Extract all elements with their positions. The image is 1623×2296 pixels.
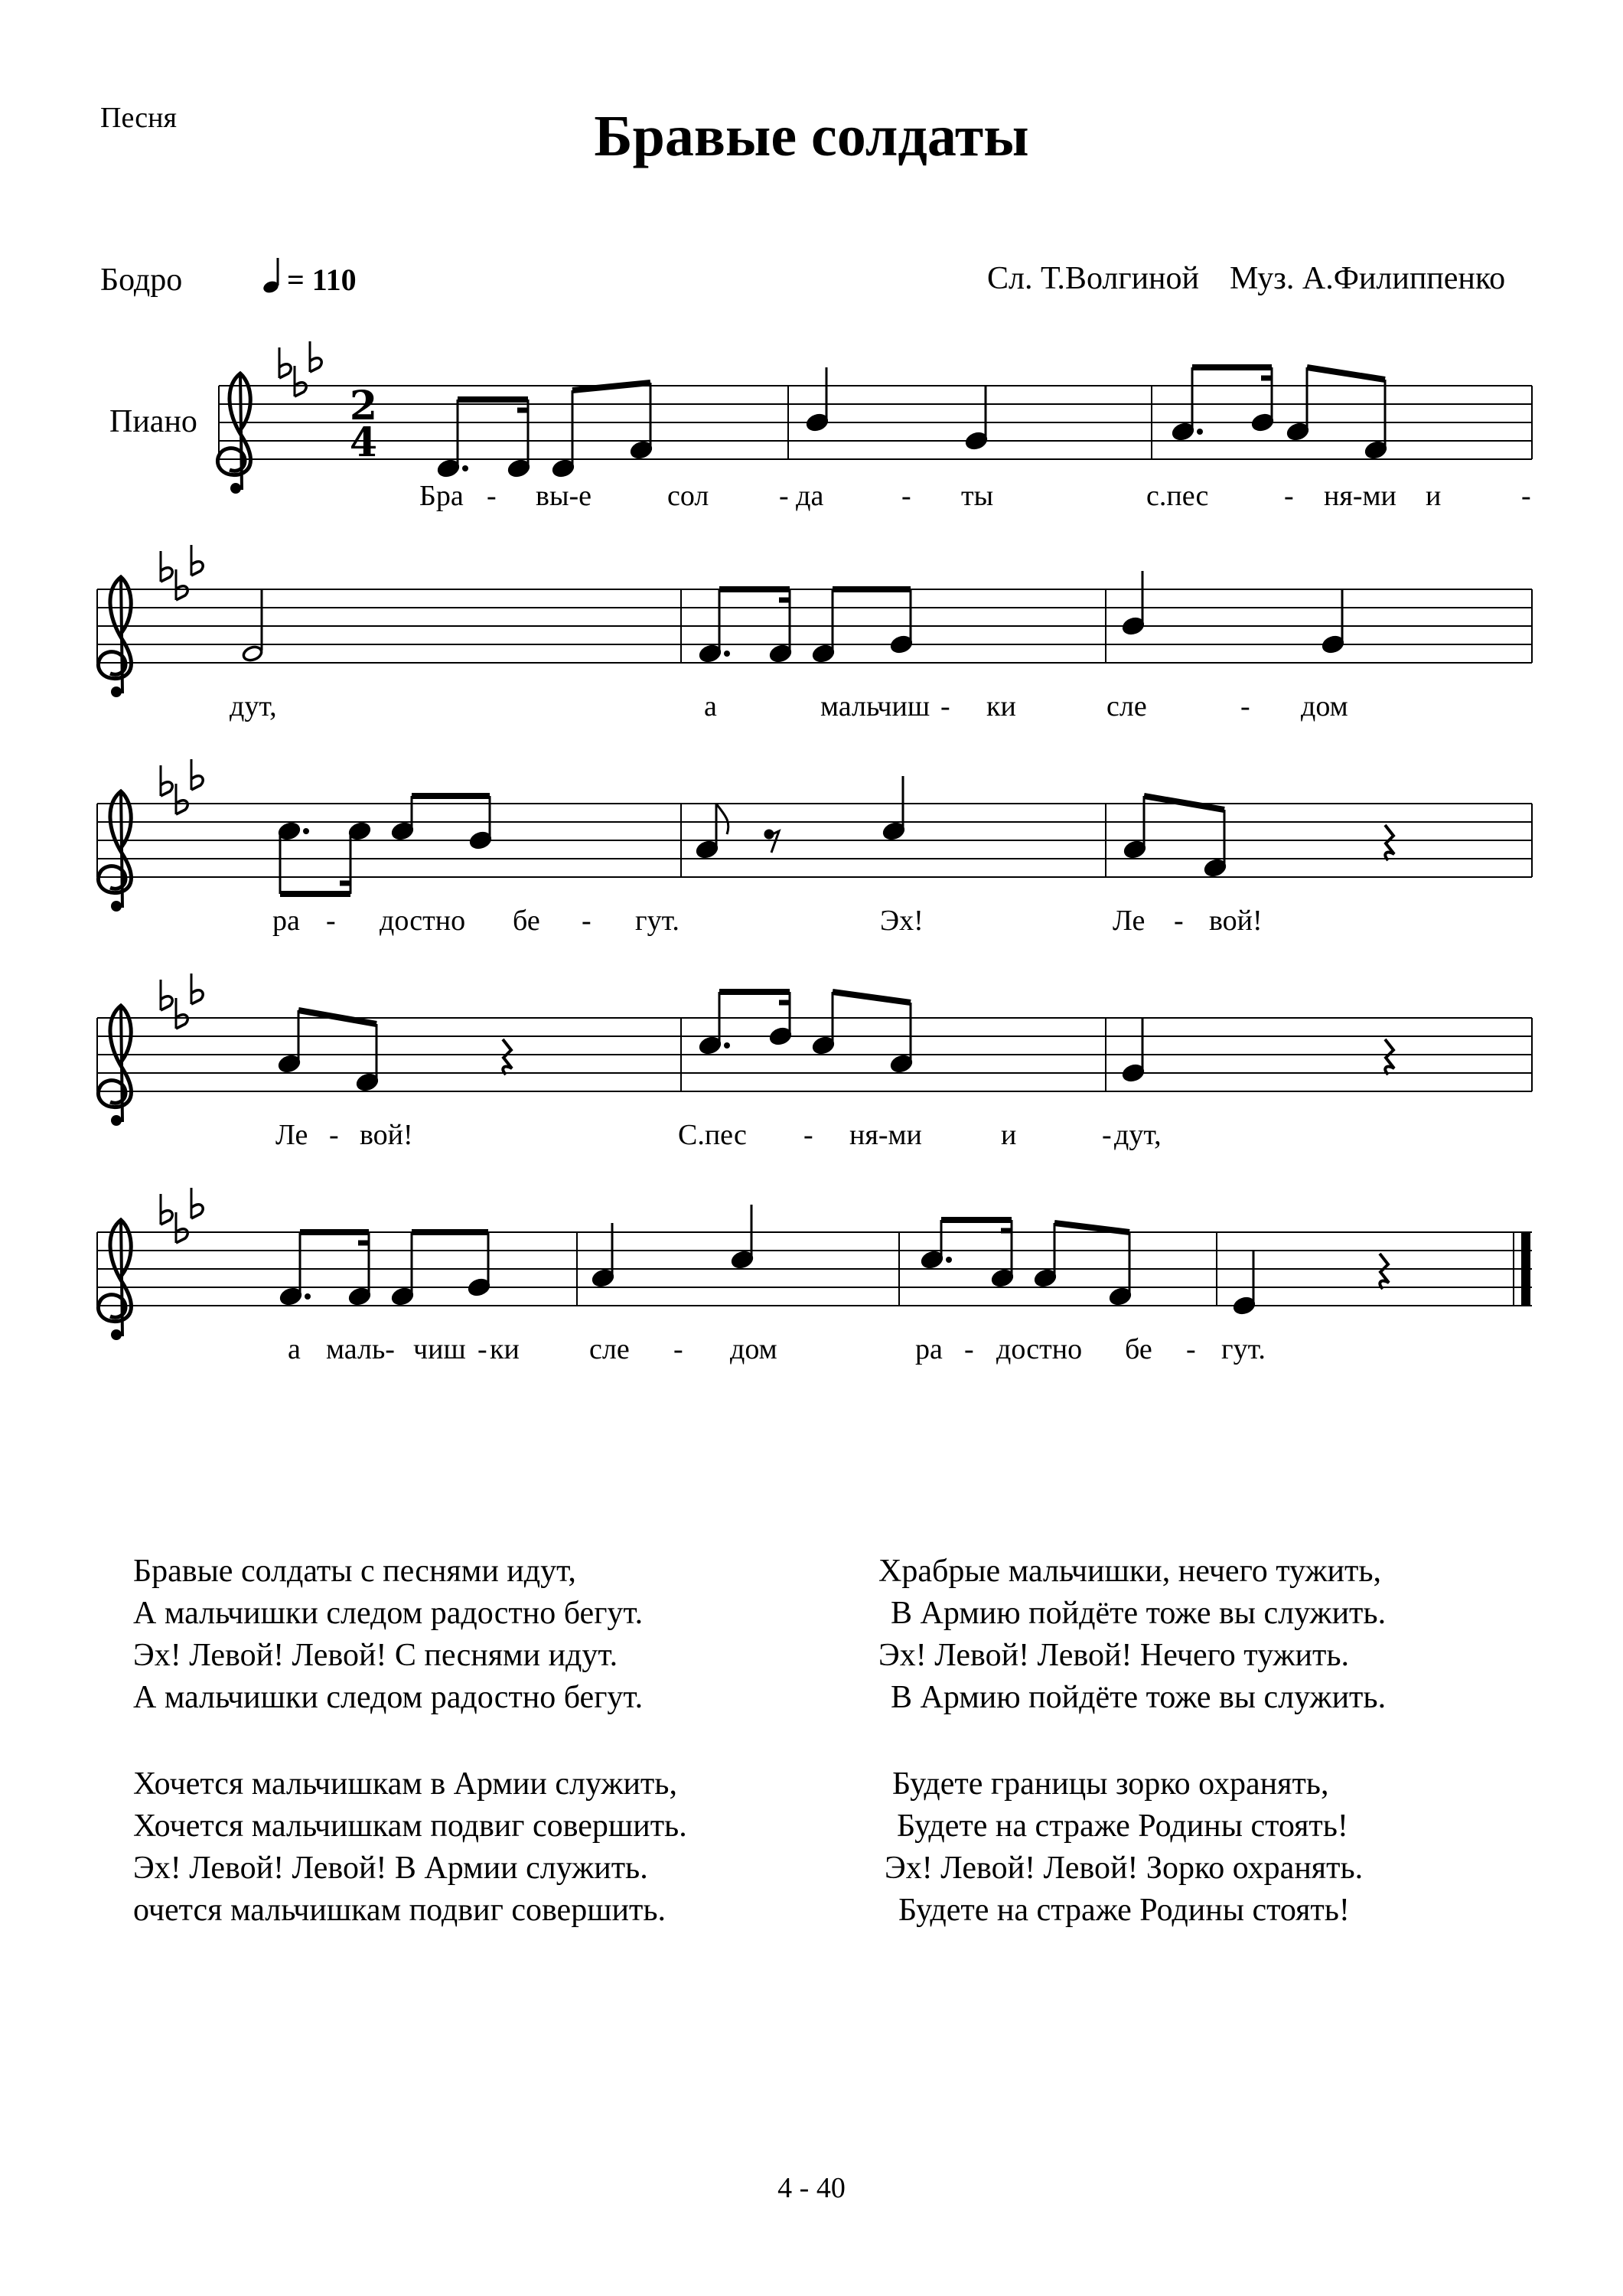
svg-text:и: и [1001,1119,1017,1151]
svg-text:-: - [582,905,592,937]
svg-text:Бра: Бра [419,480,464,512]
key-signature [161,545,203,600]
svg-text:сле: сле [1106,690,1147,722]
treble-clef-icon [98,1220,131,1340]
lyrics-line-3 [272,905,1263,937]
key-signature [161,974,203,1029]
staff-system-2 [97,545,1532,722]
svg-text:ты: ты [961,480,994,512]
svg-text:чиш: чиш [413,1333,466,1365]
genre-label: Песня [100,102,177,134]
svg-text:дом: дом [730,1333,777,1365]
verse-line: Эх! Левой! Левой! Зорко охранять. [885,1851,1364,1886]
svg-text:а: а [704,690,717,722]
staff-system-3 [97,759,1532,937]
key-signature [161,1188,203,1243]
svg-text:4: 4 [349,419,378,466]
verse-line: В Армию пойдёте тоже вы служить. [891,1680,1387,1715]
svg-text:ра: ра [915,1333,943,1365]
tempo-bpm: = 110 [287,263,357,297]
svg-text:-: - [901,480,911,512]
verse-line: А мальчишки следом радостно бегут. [133,1680,644,1715]
verse-1 [133,1551,643,1719]
staff-system-4 [97,974,1532,1151]
svg-text:-: - [1102,1119,1112,1151]
svg-text:вой!: вой! [360,1119,413,1151]
svg-text:гут.: гут. [635,905,680,937]
svg-text:С.пес: С.пес [678,1119,747,1151]
svg-text:-: - [329,1119,339,1151]
verse-line: Эх! Левой! Левой! С песнями идут. [133,1638,618,1673]
verse-line: А мальчишки следом радостно бегут. [133,1596,644,1631]
composer-credit: Муз. А.Филиппенко [1230,261,1506,296]
svg-text:-: - [1186,1333,1196,1365]
staff-system-1 [217,341,1532,512]
svg-text:достно: достно [996,1333,1083,1365]
lyrics-line-1 [419,480,1531,512]
svg-text:маль-: маль- [326,1333,395,1365]
svg-text:-: - [673,1333,683,1365]
treble-clef-icon [98,1006,131,1126]
svg-text:мальчиш: мальчиш [820,690,930,722]
verse-3 [133,1763,687,1932]
instrument-name: Пиано [109,404,197,439]
treble-clef-icon [217,373,250,494]
verse-line: Храбрые мальчишки, нечего тужить, [878,1554,1382,1589]
notes [278,992,1394,1092]
svg-text:сле: сле [589,1333,630,1365]
svg-text:-: - [487,480,497,512]
svg-text:сол: сол [667,480,709,512]
svg-text:Эх!: Эх! [880,905,924,937]
song-title: Бравые солдаты [594,104,1029,168]
notes [278,776,1394,894]
svg-text:ня-ми: ня-ми [849,1119,922,1151]
notes [242,571,1344,664]
svg-text:2: 2 [349,383,378,429]
svg-text:ки: ки [986,690,1016,722]
lyrics-line-5 [288,1333,1266,1365]
svg-text:Ле: Ле [1113,905,1146,937]
svg-text:а: а [288,1333,301,1365]
verse-line: очется мальчишкам подвиг совершить. [133,1893,666,1928]
verse-line: Будете на страже Родины стоять! [897,1808,1348,1844]
svg-text:-: - [803,1119,813,1151]
svg-text:Ле: Ле [275,1119,308,1151]
svg-text:ра: ра [272,905,300,937]
page-number: 4 - 40 [777,2172,846,2204]
verse-line: Хочется мальчишкам подвиг совершить. [133,1808,687,1844]
svg-text:дут,: дут, [1114,1119,1162,1151]
svg-text:-: - [1174,905,1184,937]
svg-text:дом: дом [1301,690,1348,722]
svg-text:бе: бе [513,905,540,937]
svg-text:ня-ми: ня-ми [1324,480,1396,512]
verse-line: Эх! Левой! Левой! В Армии служить. [133,1851,648,1886]
verse-line: Будете границы зорко охранять, [892,1766,1329,1802]
svg-text:-: - [940,690,950,722]
svg-text:достно: достно [380,905,466,937]
svg-text:-: - [964,1333,974,1365]
lyrics-line-4 [275,1119,1162,1151]
verse-line: Бравые солдаты с песнями идут, [133,1554,576,1589]
staff-system-5 [97,1188,1532,1365]
verse-4 [878,1763,1363,1932]
svg-text:-: - [326,905,336,937]
svg-text:-: - [1284,480,1294,512]
svg-text:-: - [1521,480,1531,512]
verse-2 [878,1551,1386,1719]
verse-line: Будете на страже Родины стоять! [898,1893,1350,1928]
time-signature [350,383,377,466]
verse-line: Эх! Левой! Левой! Нечего тужить. [878,1638,1350,1673]
svg-text:ки: ки [490,1333,520,1365]
svg-text:- да: - да [779,480,824,512]
svg-text:вой!: вой! [1209,905,1263,937]
treble-clef-icon [98,577,131,697]
svg-text:-: - [477,1333,487,1365]
notes [279,1205,1389,1316]
lyricist-credit: Сл. Т.Волгиной [987,261,1199,296]
key-signature [161,759,203,814]
svg-text:гут.: гут. [1221,1333,1266,1365]
tempo-word: Бодро [100,263,183,298]
treble-clef-icon [98,791,131,912]
svg-text:с.пес: с.пес [1146,480,1209,512]
svg-text:-: - [1240,690,1250,722]
svg-text:бе: бе [1125,1333,1152,1365]
lyrics-line-2 [230,690,1348,722]
svg-text:дут,: дут, [230,690,277,722]
key-signature [279,341,321,396]
svg-text:и: и [1426,480,1442,512]
verse-line: Хочется мальчишкам в Армии служить, [133,1766,677,1802]
verse-line: В Армию пойдёте тоже вы служить. [891,1596,1387,1631]
svg-text:вы-е: вы-е [536,480,592,512]
